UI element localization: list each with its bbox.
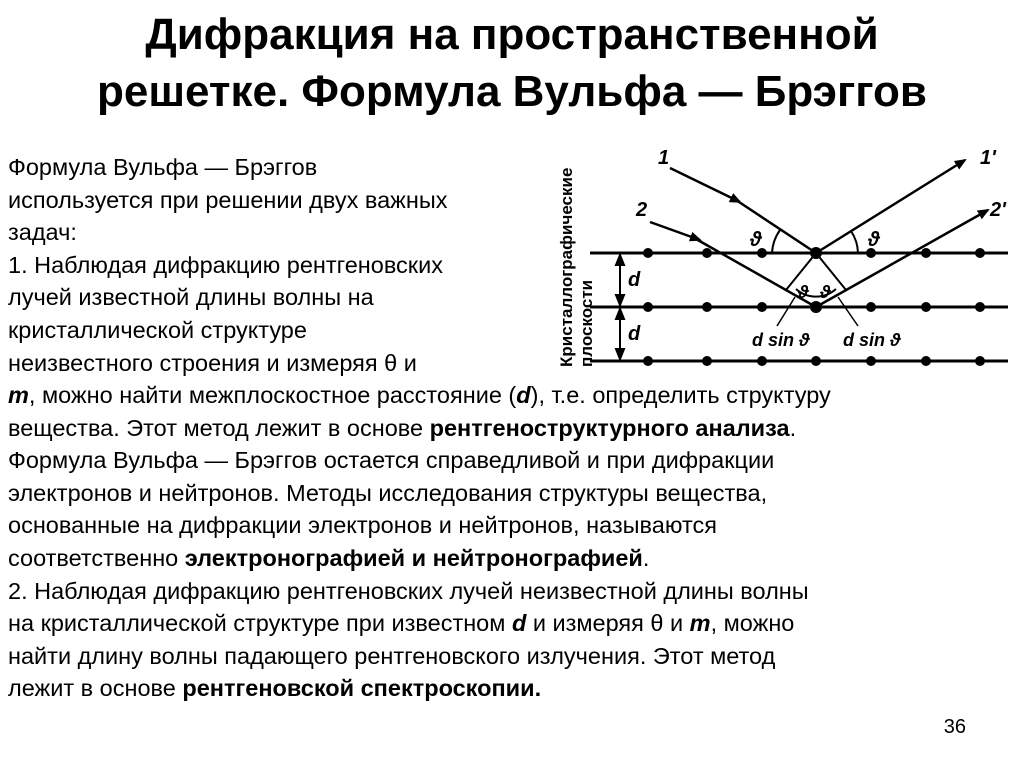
- intro-line: кристаллической структуре: [8, 316, 307, 343]
- angle-label-right: ϑ: [868, 229, 880, 251]
- bragg-diagram: [540, 112, 1010, 382]
- atom-dot: [975, 302, 985, 312]
- paragraph-line: Формула Вульфа — Брэггов остается справедливой и при дифракции: [8, 447, 775, 474]
- planes-label-1: Кристаллографические: [557, 167, 576, 367]
- atom-dot: [975, 356, 985, 366]
- paragraph-line: [8, 607, 1008, 640]
- angle-arc-left: [772, 230, 780, 253]
- symbol-m: m: [8, 382, 29, 408]
- intro-line: используется при решении двух важных: [8, 186, 448, 213]
- atom-dot: [702, 356, 712, 366]
- reflected-ray-1: [816, 160, 965, 253]
- atom-dot: [757, 302, 767, 312]
- atom-dot: [643, 356, 653, 366]
- paragraph-line: [8, 379, 1008, 412]
- ray-label-1: 1: [658, 147, 670, 169]
- text-run: , можно найти межплоскостное расстояние (: [28, 382, 517, 408]
- intro-line: неизвестного строения и измеряя θ и: [8, 349, 417, 376]
- term-electron-neutron-graphy: электронографией и нейтронографией: [184, 544, 643, 571]
- path-label-left: d sin ϑ: [752, 330, 810, 350]
- angle-label-bottom-left: ϑ: [798, 282, 809, 302]
- angle-label-left: ϑ: [750, 229, 762, 251]
- angle-arc-right: [851, 231, 858, 253]
- pointer-right: [838, 297, 858, 326]
- main-paragraph: [8, 379, 1008, 705]
- reflected-ray-2: [816, 210, 988, 307]
- slide-title-line-2: решетке. Формула Вульфа — Брэггов: [97, 67, 927, 116]
- atom-dot: [921, 356, 931, 366]
- incident-ray-1-cont: [736, 200, 816, 253]
- paragraph-line: найти длину волны падающего рентгеновского излучения. Этот метод: [8, 642, 776, 669]
- text-run: и измеряя θ и: [526, 610, 690, 637]
- slide-title-line-1: Дифракция на пространственной: [145, 10, 879, 59]
- symbol-d: d: [516, 382, 531, 408]
- text-run: ), т.е. определить структуру: [530, 382, 831, 408]
- symbol-m: m: [689, 610, 711, 637]
- atom-dot: [975, 248, 985, 258]
- slide-title: [0, 6, 1024, 120]
- atom-dot: [811, 356, 821, 366]
- spacing-label: d: [628, 269, 641, 291]
- symbol-d: d: [511, 610, 527, 637]
- atom-dot: [643, 248, 653, 258]
- intro-line: Формула Вульфа — Брэггов: [8, 154, 318, 180]
- text-run: .: [642, 544, 650, 571]
- text-run: .: [789, 414, 797, 441]
- atom-dot: [757, 356, 767, 366]
- planes-label-2: плоскости: [577, 279, 596, 367]
- term-xray-structure-analysis: рентгеноструктурного анализа: [429, 414, 790, 441]
- intro-text: [8, 151, 548, 379]
- paragraph-line: основанные на дифракции электронов и нейтронов, называются: [8, 512, 717, 539]
- paragraph-line: [8, 672, 1008, 705]
- pointer-left: [777, 297, 795, 326]
- spacing-label: d: [628, 323, 641, 345]
- atom-dot: [702, 302, 712, 312]
- term-xray-spectroscopy: рентгеновской спектроскопии.: [182, 675, 542, 702]
- text-run: лежит в основе: [8, 675, 183, 702]
- ray-label-2-prime: 2': [990, 199, 1006, 221]
- text-run: соответственно: [8, 544, 185, 571]
- text-run: , можно: [710, 610, 795, 637]
- atom-dot: [921, 248, 931, 258]
- paragraph-line: [8, 412, 1008, 445]
- incident-ray-1: [670, 168, 740, 202]
- path-label-right: d sin ϑ: [843, 330, 901, 350]
- paragraph-line: [8, 542, 1008, 575]
- paragraph-line: электронов и нейтронов. Методы исследования структуры вещества,: [8, 479, 768, 506]
- angle-label-bottom-right: ϑ: [820, 282, 831, 302]
- intro-line: лучей известной длины волны на: [8, 284, 374, 311]
- atom-dot: [643, 302, 653, 312]
- page-number: 36: [943, 716, 966, 738]
- ray-label-2: 2: [636, 199, 648, 221]
- atom-dot: [866, 302, 876, 312]
- intro-line: 1. Наблюдая дифракцию рентгеновских: [8, 251, 443, 278]
- text-run: на кристаллической структуре при известном: [8, 610, 512, 637]
- paragraph-line: 2. Наблюдая дифракцию рентгеновских лучей неизвестной длины волны: [8, 577, 809, 604]
- intro-line: задач:: [8, 219, 77, 246]
- atom-dot: [866, 356, 876, 366]
- text-run: вещества. Этот метод лежит в основе: [8, 414, 430, 441]
- atom-dot: [921, 302, 931, 312]
- incident-ray-2: [650, 222, 700, 240]
- ray-label-1-prime: 1': [980, 147, 996, 169]
- atom-dot: [702, 248, 712, 258]
